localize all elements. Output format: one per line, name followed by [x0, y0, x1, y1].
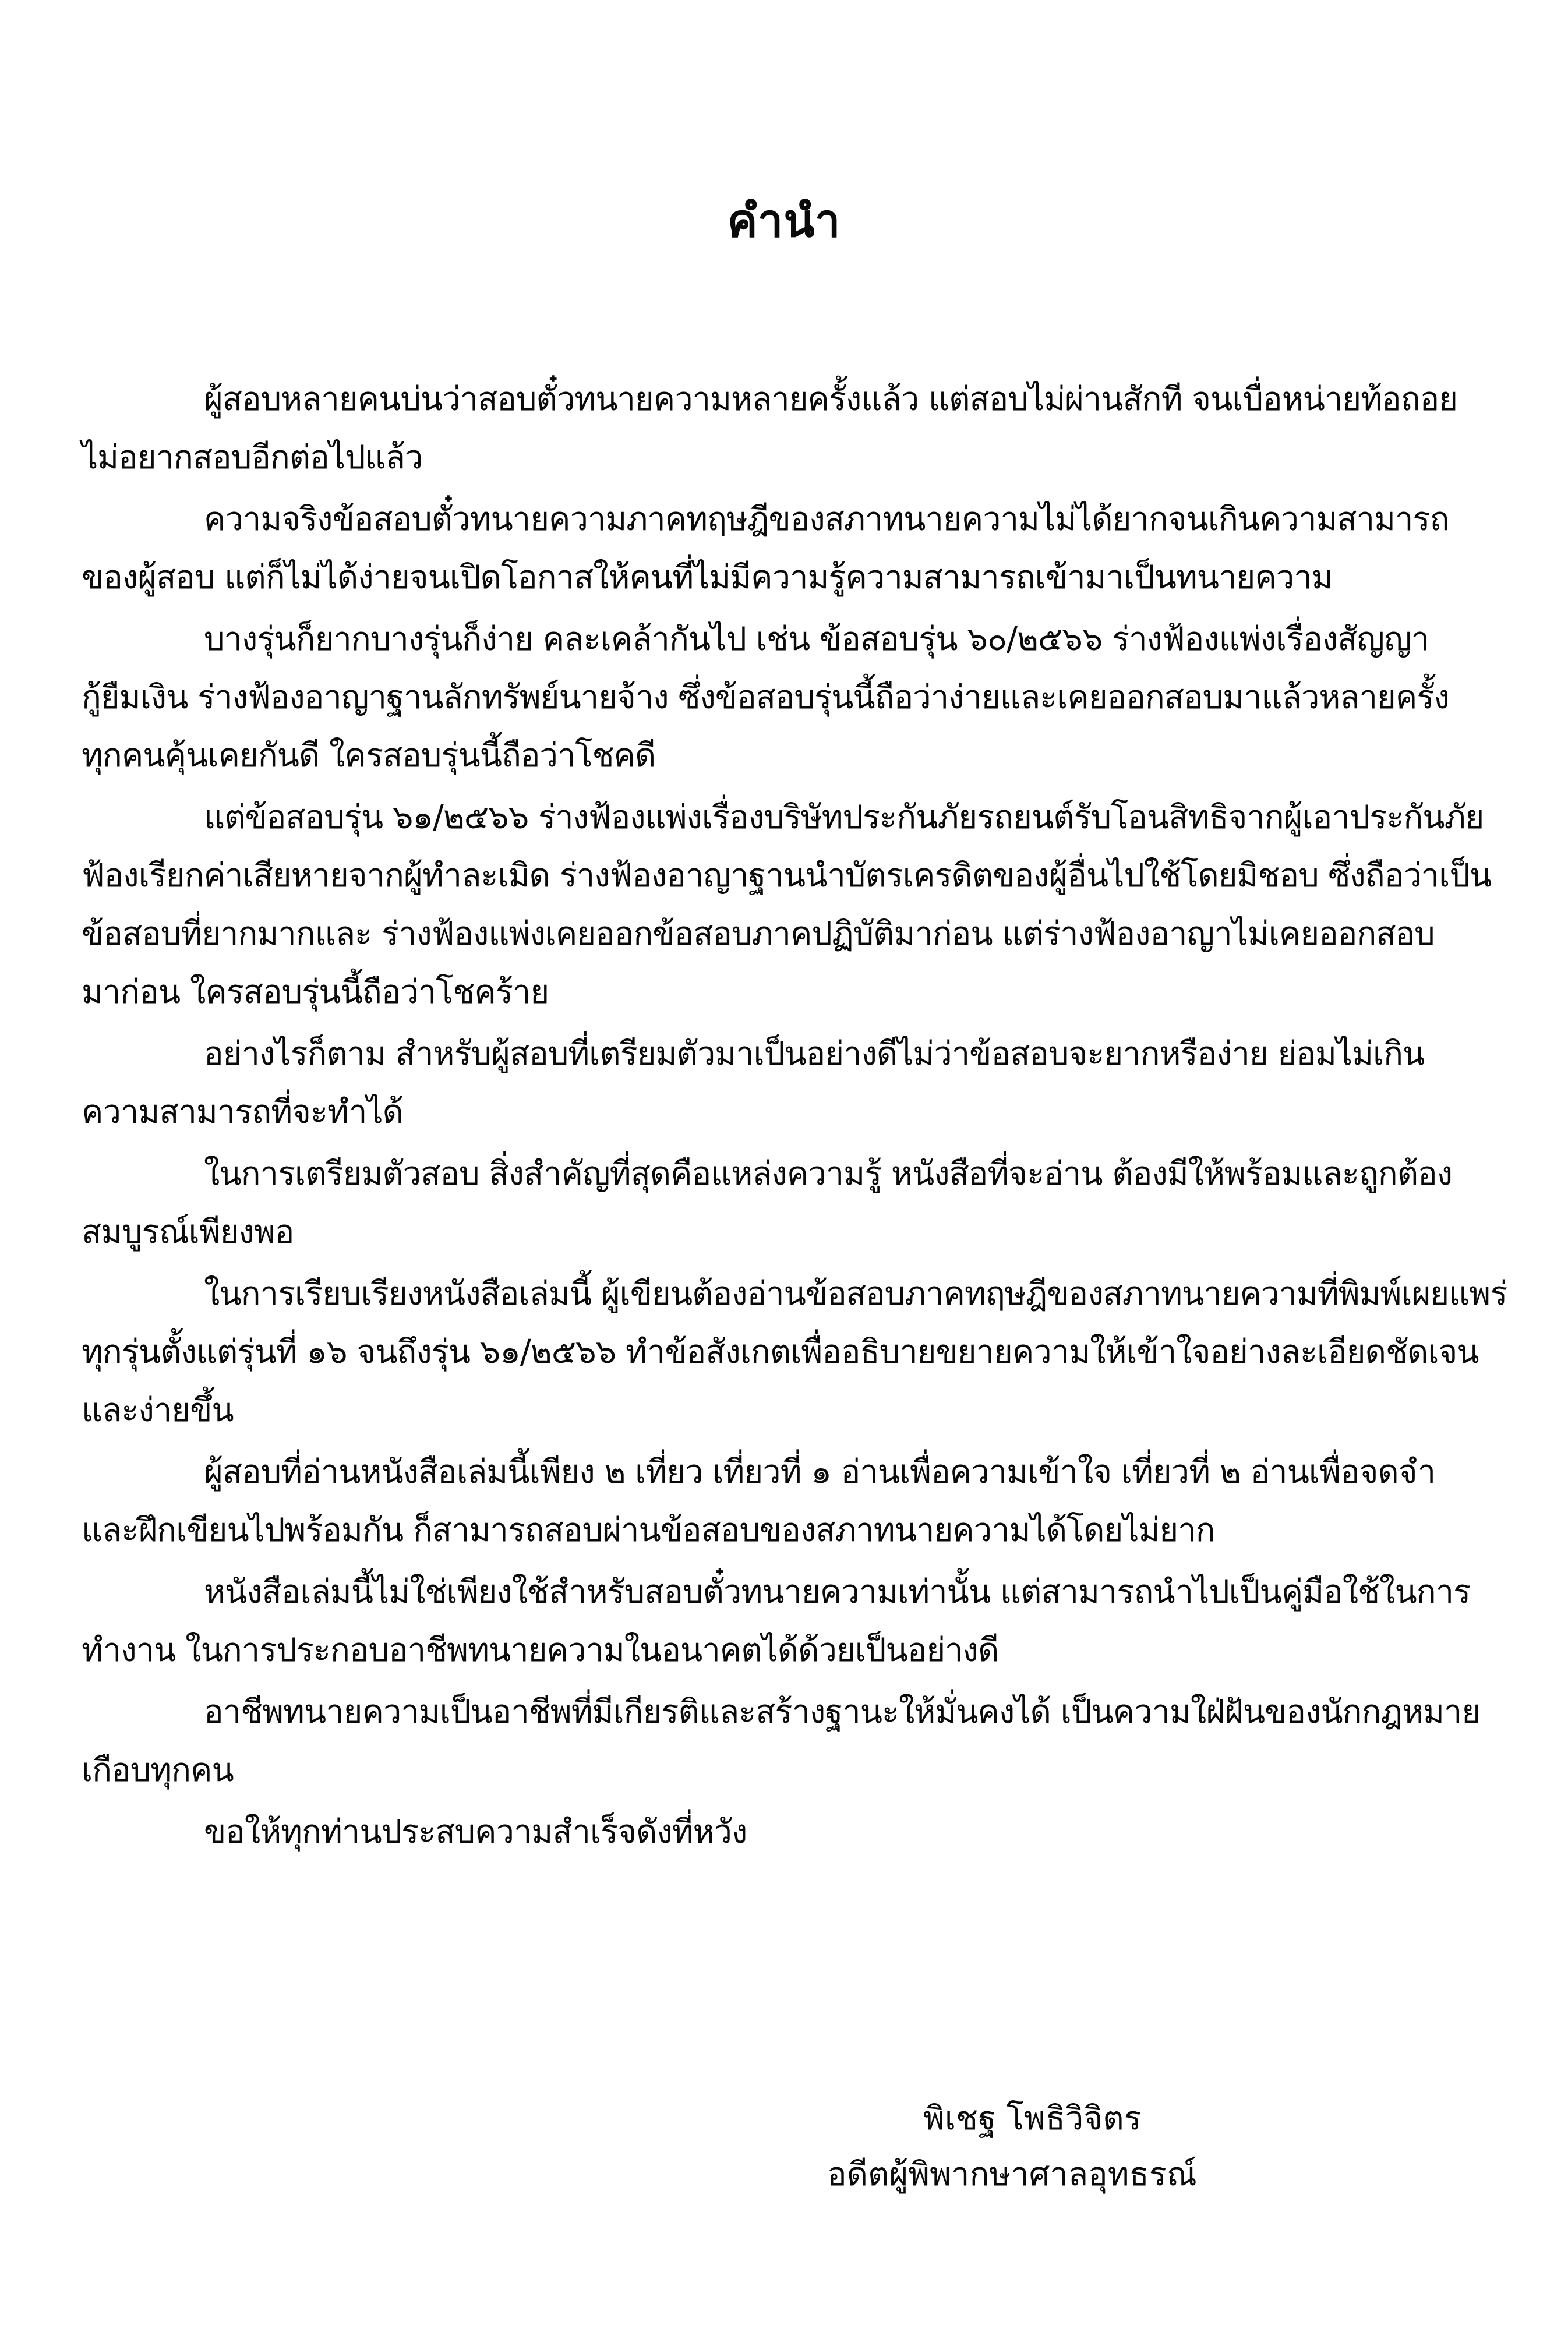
author-name: พิเชฐ โพธิวิจิตร [923, 2100, 1142, 2137]
text-line: เกือบทุกคน [82, 1751, 234, 1789]
text-line: ผู้สอบหลายคนบ่นว่าสอบตั๋วทนายความหลายครั้งแล้ว แต่สอบไม่ผ่านสักที จนเบื่อหน่ายท้อถอย [204, 380, 1458, 418]
text-line: แต่ข้อสอบรุ่น ๖๑/๒๕๖๖ ร่างฟ้องแพ่งเรื่องบริษัทประกันภัยรถยนต์รับโอนสิทธิจากผู้เอาประกันภัย [204, 798, 1484, 836]
text-line: หนังสือเล่มนี้ไม่ใช่เพียงใช้สำหรับสอบตั๋วทนายความเท่านั้น แต่สามารถนำไปเป็นคู่มือใช้ในการ [204, 1573, 1471, 1611]
paragraph-6 [82, 1145, 1491, 1262]
author-position: อดีตผู้พิพากษาศาลอุทธรณ์ [827, 2156, 1197, 2193]
paragraph-7 [82, 1265, 1507, 1440]
text-line: และง่ายขึ้น [82, 1391, 234, 1429]
text-line: ทุกรุ่นตั้งแต่รุ่นที่ ๑๖ จนถึงรุ่น ๖๑/๒๕๖๖ ทำข้อสังเกตเพื่ออธิบายขยายความให้เข้าใจอย่างละเอียดชัดเจน [82, 1333, 1479, 1371]
text-line: ในการเตรียมตัวสอบ สิ่งสำคัญที่สุดคือแหล่งความรู้ หนังสือที่จะอ่าน ต้องมีให้พร้อมและถูกต้อง [204, 1155, 1453, 1193]
text-line: ขอให้ทุกท่านประสบความสำเร็จดังที่หวัง [204, 1813, 747, 1851]
text-line: มาก่อน ใครสอบรุ่นนี้ถือว่าโชคร้าย [82, 973, 549, 1011]
text-line: ในการเรียบเรียงหนังสือเล่มนี้ ผู้เขียนต้องอ่านข้อสอบภาคทฤษฎีของสภาทนายความที่พิมพ์เผยแพร่ [204, 1275, 1507, 1313]
text-line: กู้ยืมเงิน ร่างฟ้องอาญาฐานลักทรัพย์นายจ้าง ซึ่งข้อสอบรุ่นนี้ถือว่าง่ายและเคยออกสอบมาแล้วหลายครั้ง [82, 679, 1449, 716]
text-line: สมบูรณ์เพียงพอ [82, 1213, 294, 1251]
paragraph-8 [82, 1443, 1491, 1560]
paragraph-1 [82, 370, 1491, 487]
text-line: อาชีพทนายความเป็นอาชีพที่มีเกียรติและสร้างฐานะให้มั่นคงได้ เป็นความใฝ่ฝันของนักกฎหมาย [204, 1693, 1481, 1731]
paragraph-2 [82, 490, 1491, 607]
text-line: ฟ้องเรียกค่าเสียหายจากผู้ทำละเมิด ร่างฟ้องอาญาฐานนำบัตรเครดิตของผู้อื่นไปใช้โดยมิชอบ ซึ่งถือว่าเป็น [82, 857, 1492, 895]
page-title: คำนำ [727, 195, 841, 248]
paragraph-5 [82, 1025, 1491, 1142]
text-line: ไม่อยากสอบอีกต่อไปแล้ว [82, 439, 423, 476]
paragraph-4 [82, 789, 1491, 1022]
paragraph-11 [82, 1803, 1491, 1861]
text-line: ความจริงข้อสอบตั๋วทนายความภาคทฤษฎีของสภาทนายความไม่ได้ยากจนเกินความสามารถ [204, 500, 1449, 538]
text-line: ผู้สอบที่อ่านหนังสือเล่มนี้เพียง ๒ เที่ยว เที่ยวที่ ๑ อ่านเพื่อความเข้าใจ เที่ยวที่ ๒ อ่านเพื่อจดจำ [204, 1453, 1436, 1491]
text-line: บางรุ่นก็ยากบางรุ่นก็ง่าย คละเคล้ากันไป เช่น ข้อสอบรุ่น ๖๐/๒๕๖๖ ร่างฟ้องแพ่งเรื่องสัญญา [204, 620, 1429, 658]
text-line: ของผู้สอบ แต่ก็ไม่ได้ง่ายจนเปิดโอกาสให้คนที่ไม่มีความรู้ความสามารถเข้ามาเป็นทนายความ [82, 559, 1333, 596]
text-line: อย่างไรก็ตาม สำหรับผู้สอบที่เตรียมตัวมาเป็นอย่างดีไม่ว่าข้อสอบจะยากหรือง่าย ย่อมไม่เกิน [204, 1035, 1425, 1073]
paragraph-3 [82, 610, 1491, 785]
preface-body [82, 370, 1507, 1865]
text-line: ข้อสอบที่ยากมากและ ร่างฟ้องแพ่งเคยออกข้อสอบภาคปฏิบัติมาก่อน แต่ร่างฟ้องอาญาไม่เคยออกสอบ [82, 915, 1435, 953]
paragraph-10 [82, 1683, 1491, 1800]
signature-block [827, 2091, 1197, 2203]
text-line: และฝึกเขียนไปพร้อมกัน ก็สามารถสอบผ่านข้อสอบของสภาทนายความได้โดยไม่ยาก [82, 1511, 1215, 1549]
text-line: ทำงาน ในการประกอบอาชีพทนายความในอนาคตได้ด้วยเป็นอย่างดี [82, 1631, 999, 1669]
text-line: ทุกคนคุ้นเคยกันดี ใครสอบรุ่นนี้ถือว่าโชคดี [82, 737, 656, 775]
text-line: ความสามารถที่จะทำได้ [82, 1093, 403, 1131]
paragraph-9 [82, 1563, 1491, 1680]
